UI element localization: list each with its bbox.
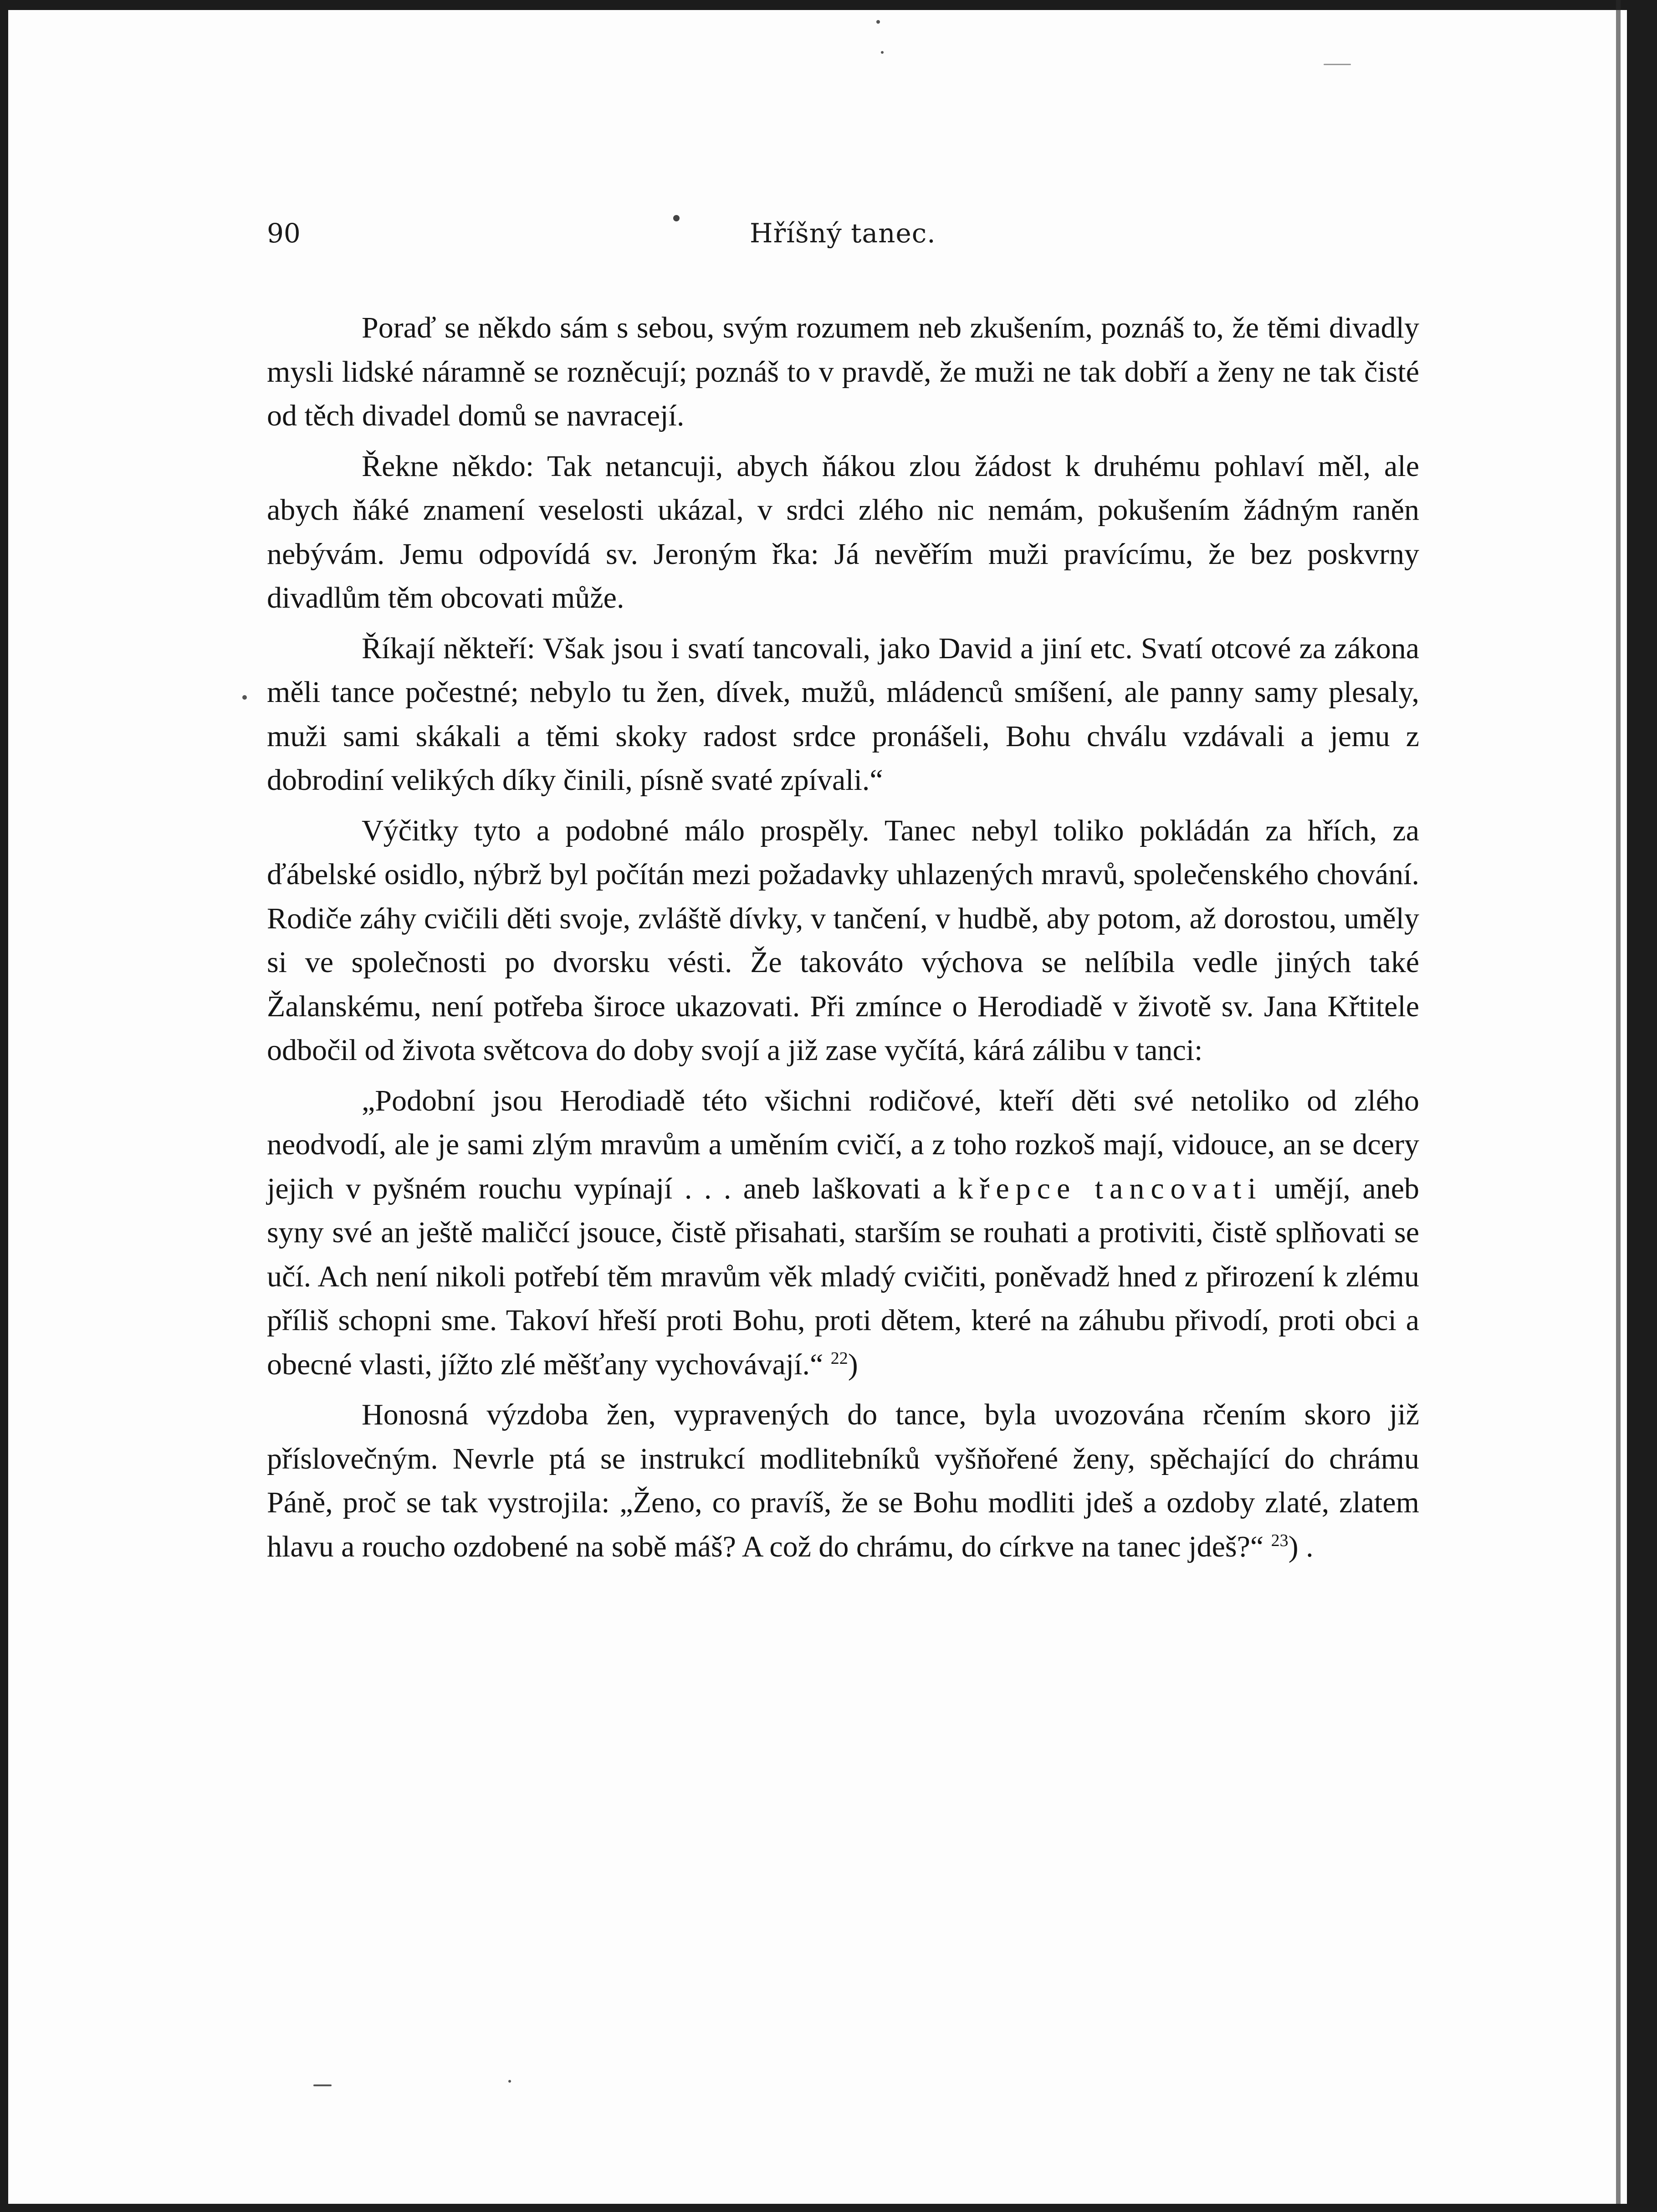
body-text (267, 306, 1419, 1569)
scan-border-right (1627, 0, 1657, 2212)
scan-border-right-inner (1616, 0, 1621, 2212)
paragraph-5-quote (267, 1079, 1419, 1387)
scan-speck (881, 51, 884, 54)
scan-speck (876, 20, 880, 24)
paragraph-6 (267, 1393, 1419, 1569)
ink-dot (673, 215, 680, 221)
paragraph-6-text: Honosná výzdoba žen, vypravených do tance, byla uvozována rčením skoro již příslovečným. Nevrle ptá se instrukcí modlitebníků vyšňořené ženy, spěchající do chrámu Páně, proč se tak vystrojila: „Ženo, co pravíš, že se Bohu modliti jdeš a ozdoby zlaté, zlatem hlavu a roucho ozdobené na sobě máš? A což do chrámu, do církve na tanec jdeš?“ (267, 1398, 1419, 1563)
quote-spaced-text: křepce tancovati (958, 1172, 1263, 1205)
footnote-ref-23: 23 (1271, 1531, 1289, 1550)
scan-speck (508, 2080, 511, 2083)
quote-text-before: „Podobní jsou Herodiadě této všichni rodičové, kteří děti své netoliko od zlého neodvodí, ale je sami zlým mravům a uměním cvičí, a z toho rozkoš mají, vidouce, an se dcery jejich v pyšném rouchu vypínají . . . aneb laškovati a (267, 1084, 1419, 1205)
paragraph-3: Říkají někteří: Však jsou i svatí tancovali, jako David a jiní etc. Svatí otcové za zákona měli tance počestné; nebylo tu žen, dívek, mužů, mládenců smíšení, ale panny samy plesaly, muži sami skákali a těmi skoky radost srdce pronášeli, Bohu chválu vzdávali a jemu z dobrodiní velikých díky činili, písně svaté zpívali.“ (267, 631, 1419, 797)
paragraph-4: Výčitky tyto a podobné málo prospěly. Tanec nebyl toliko pokládán za hřích, za ďábelské osidlo, nýbrž byl počítán mezi požadavky uhlazených mravů, společenského chování. Rodiče záhy cvičili děti svoje, zvláště dívky, v tančení, v hudbě, aby potom, až dorostou, uměly si ve společnosti po dvorsku vésti. Že takováto výchova se nelíbila vedle jiných také Žalanskému, není potřeba široce ukazovati. Při zmínce o Herodiadě v životě sv. Jana Křtitele odbočil od života světcova do doby svojí a již zase vyčítá, kárá zálibu v tanci: (267, 814, 1419, 1067)
paragraph-1: Poraď se někdo sám s sebou, svým rozumem neb zkušením, poznáš to, že těmi divadly mysli lidské náramně se rozněcují; poznáš to v pravdě, že muži ne tak dobří a ženy ne tak čisté od těch divadel domů se navracejí. (267, 311, 1419, 432)
running-title: Hříšný tanec. (750, 218, 936, 249)
quote-text-after: umějí, aneb syny své an ještě maličcí jsouce, čistě přisahati, starším se rouhati a protiviti, čistě splňovati se učí. Ach není nikoli potřebí těm mravům věk mladý cvičiti, poněvadž hned z přirození k zlému příliš schopni sme. Takoví hřeší proti Bohu, proti dětem, které na záhubu přivodí, proti obci a obecné vlasti, jížto zlé měšťany vychovávají.“ (267, 1172, 1419, 1381)
page-number: 90 (267, 218, 301, 249)
scan-border-left (0, 0, 8, 2212)
scan-border-top (0, 0, 1657, 10)
footnote-ref-22: 22 (830, 1348, 848, 1368)
scan-speck (1324, 64, 1351, 65)
scan-speck (313, 2084, 332, 2086)
footnote-ref-23-close: ) . (1288, 1530, 1314, 1563)
scan-speck (242, 695, 247, 700)
paragraph-2: Řekne někdo: Tak netancuji, abych ňákou zlou žádost k druhému pohlaví měl, ale abych ňáké znamení veselosti ukázal, v srdci zlého nic nemám, pokušením žádným raněn nebývám. Jemu odpovídá sv. Jeroným řka: Já nevěřím muži pravícímu, že bez poskvrny divadlům těm obcovati může. (267, 449, 1419, 614)
scan-border-bottom (0, 2204, 1657, 2212)
footnote-ref-22-close: ) (848, 1347, 858, 1381)
page-header (267, 218, 1419, 259)
